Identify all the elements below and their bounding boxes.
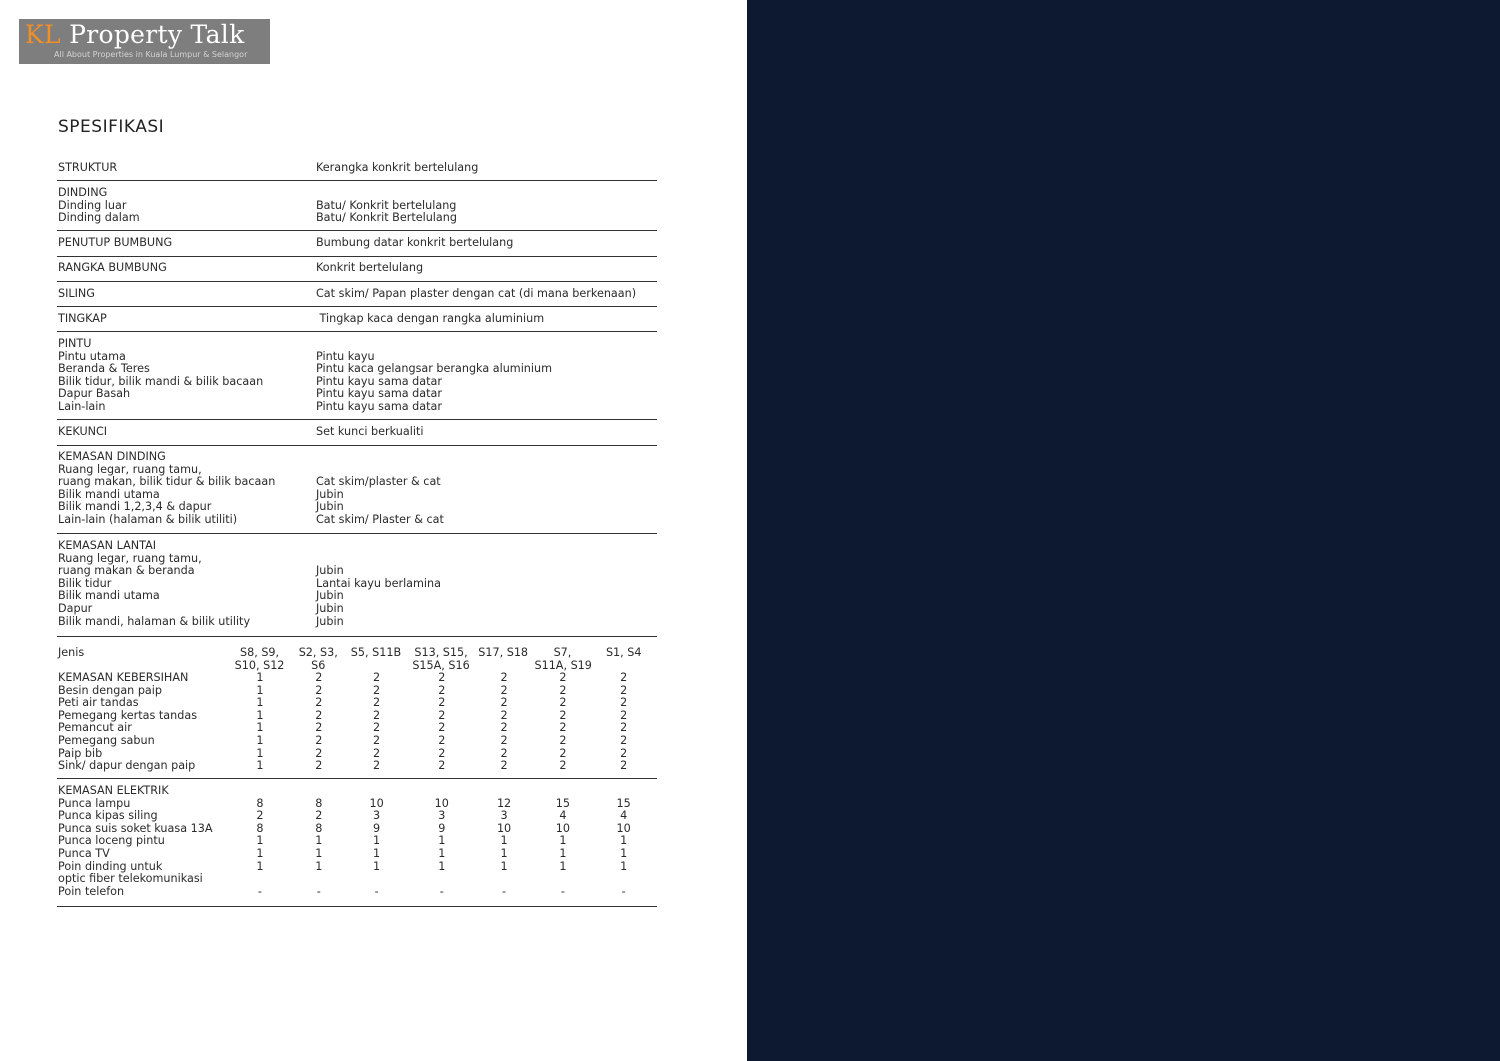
spec-label: Dapur <box>58 601 93 615</box>
table-row <box>57 835 657 848</box>
table-cell: 1 <box>315 834 323 848</box>
table-cell: 1 <box>438 846 446 860</box>
table-cell: 2 <box>620 746 628 760</box>
spec-value: Pintu kayu sama datar <box>316 399 442 413</box>
table-cell: 2 <box>620 733 628 747</box>
divider <box>57 256 657 257</box>
table-cell: 1 <box>315 859 323 873</box>
spec-label: Lain-lain (halaman & bilik utiliti) <box>58 512 238 526</box>
table-cell: 15 <box>616 796 631 810</box>
spec-value: Bumbung datar konkrit bertelulang <box>316 236 514 249</box>
kl-property-talk-logo <box>19 19 270 64</box>
table-row <box>57 760 657 773</box>
divider <box>57 445 657 446</box>
header-line: S11A, S19 <box>534 658 592 672</box>
table-cell: 12 <box>496 796 512 810</box>
divider <box>57 230 657 231</box>
table-cell: 8 <box>315 796 323 810</box>
table-cell: 2 <box>559 696 567 710</box>
table-cell: 8 <box>256 821 264 835</box>
header-col-5 <box>472 647 535 672</box>
spec-row <box>57 338 657 351</box>
row-label: Peti air tandas <box>58 696 139 710</box>
spec-value: Cat skim/ Plaster & cat <box>316 512 444 526</box>
table-cell: 1 <box>256 696 264 710</box>
header-col-6 <box>534 647 590 672</box>
table-cell: 1 <box>373 859 381 873</box>
spec-row <box>57 288 657 301</box>
table-cell: - <box>374 884 379 898</box>
table-cell <box>225 873 296 886</box>
header-line: S6 <box>311 658 326 672</box>
table-cell: 1 <box>256 708 264 722</box>
table-cell: 1 <box>559 834 567 848</box>
row-label: Punca loceng pintu <box>58 834 165 848</box>
table-cell: 2 <box>620 683 628 697</box>
spec-value: Jubin <box>316 589 344 603</box>
row-label: Pemegang kertas tandas <box>58 708 198 722</box>
header-col-3 <box>342 647 410 672</box>
table-cell <box>535 785 590 798</box>
spec-section-kemasan-dinding <box>57 451 657 527</box>
spec-label: PENUTUP BUMBUNG <box>58 236 173 249</box>
table-cell: 4 <box>559 809 567 823</box>
table-cell: 2 <box>315 671 323 684</box>
divider <box>57 306 657 307</box>
table-cell: 2 <box>315 721 323 735</box>
table-cell: 1 <box>500 834 508 848</box>
divider <box>57 778 657 779</box>
table-cell: 1 <box>500 859 508 873</box>
table-cell: 2 <box>373 708 381 722</box>
header-line: S5, S11B <box>350 646 402 659</box>
table-cell: - <box>316 884 321 898</box>
header-line: S2, S3, <box>298 646 338 659</box>
divider <box>57 180 657 181</box>
divider <box>57 331 657 332</box>
table-cell: 2 <box>315 759 323 773</box>
spec-section-dinding <box>57 187 657 225</box>
spec-label: Beranda & Teres <box>58 362 150 376</box>
spec-row <box>57 540 657 553</box>
spec-section-kekunci <box>57 426 657 439</box>
table-cell: 2 <box>315 696 323 710</box>
row-label: Punca suis soket kuasa 13A <box>58 821 213 835</box>
table-cell: 2 <box>438 733 446 747</box>
spec-row <box>57 426 657 439</box>
table-cell: - <box>257 884 262 898</box>
table-cell <box>295 785 342 798</box>
spec-value: Jubin <box>316 487 344 501</box>
table-cell: 1 <box>256 721 264 735</box>
table-cell: 2 <box>373 759 381 773</box>
spec-section-siling <box>57 288 657 301</box>
table-cell: 10 <box>434 796 449 810</box>
spec-label: Bilik tidur, bilik mandi & bilik bacaan <box>58 374 264 388</box>
divider <box>57 636 657 637</box>
table-cell <box>342 785 411 798</box>
spec-section-struktur <box>57 162 657 175</box>
table-cell <box>411 785 473 798</box>
spec-value: Cat skim/plaster & cat <box>316 475 441 489</box>
header-line: S7, <box>553 646 572 659</box>
table-cell: 1 <box>256 746 264 760</box>
spec-row <box>57 514 657 527</box>
header-col-4 <box>410 647 472 672</box>
header-line: S15A, S16 <box>412 658 470 672</box>
table-cell: 1 <box>620 859 628 873</box>
table-cell: 2 <box>620 671 628 684</box>
table-cell: 2 <box>559 759 567 773</box>
spec-value: Pintu kayu <box>316 349 375 363</box>
table-cell: 1 <box>500 846 508 860</box>
spec-value: Batu/ Konkrit bertelulang <box>316 198 457 212</box>
table-cell: 2 <box>500 708 508 722</box>
table-cell <box>473 785 536 798</box>
spec-label: Bilik mandi 1,2,3,4 & dapur <box>58 500 212 514</box>
spec-value: Pintu kayu sama datar <box>316 374 442 388</box>
table-cell: 2 <box>315 708 323 722</box>
table-row <box>57 710 657 723</box>
table-cell: 1 <box>256 859 264 873</box>
table-cell: 2 <box>373 671 381 684</box>
table-cell: 1 <box>373 834 381 848</box>
table-row <box>57 697 657 710</box>
spec-section-rangka-bumbung <box>57 262 657 275</box>
table-cell: 2 <box>620 696 628 710</box>
table-cell: 10 <box>555 821 571 835</box>
table-cell: - <box>560 884 565 898</box>
header-line: S13, S15, <box>414 646 468 659</box>
spec-value: Pintu kaca gelangsar berangka aluminium <box>316 362 552 376</box>
table-cell: 2 <box>438 721 446 735</box>
divider <box>57 281 657 282</box>
spec-label: Bilik mandi utama <box>58 589 160 603</box>
table-cell <box>535 873 590 886</box>
table-row <box>57 810 657 823</box>
spec-label: Lain-lain <box>58 399 106 413</box>
table-cell: 2 <box>500 746 508 760</box>
table-cell: 2 <box>438 696 446 710</box>
table-row <box>57 873 657 886</box>
spec-value: Batu/ Konkrit Bertelulang <box>316 211 457 225</box>
table-cell: - <box>621 884 626 898</box>
table-cell: 1 <box>256 834 264 848</box>
table-cell <box>342 873 411 886</box>
table-cell: 2 <box>620 759 628 773</box>
spec-label: TINGKAP <box>58 312 107 325</box>
header-line: S8, S9, <box>239 646 280 659</box>
table-cell: 1 <box>438 834 446 848</box>
spec-row <box>57 162 657 175</box>
table-cell: 2 <box>500 733 508 747</box>
spec-label: PINTU <box>58 337 92 350</box>
table-cell: 1 <box>438 859 446 873</box>
spec-row <box>57 476 657 489</box>
table-cell <box>225 785 296 798</box>
row-label: Besin dengan paip <box>58 683 162 697</box>
spec-label: Dinding luar <box>58 198 127 212</box>
spec-row <box>57 313 657 326</box>
spec-label: ruang makan & beranda <box>58 564 195 578</box>
sanitary-table <box>57 672 657 773</box>
table-cell: 2 <box>315 733 323 747</box>
table-cell: 3 <box>438 809 446 823</box>
row-label: KEMASAN KEBERSIHAN <box>58 671 189 684</box>
table-cell: 2 <box>620 721 628 735</box>
table-cell: 2 <box>373 746 381 760</box>
spec-row <box>57 187 657 200</box>
row-label: Poin telefon <box>58 884 125 898</box>
table-cell: 3 <box>500 809 508 823</box>
spec-label: KEKUNCI <box>58 425 108 438</box>
header-jenis: Jenis <box>58 646 85 659</box>
spec-section-penutup-bumbung <box>57 237 657 250</box>
spec-label: ruang makan, bilik tidur & bilik bacaan <box>58 475 276 489</box>
spec-label: DINDING <box>58 186 108 199</box>
spec-value: Jubin <box>316 614 344 628</box>
table-cell: 2 <box>373 696 381 710</box>
table-cell: 10 <box>369 796 384 810</box>
table-cell: 2 <box>438 671 446 684</box>
table-cell: 1 <box>315 846 323 860</box>
logo-tagline: All About Properties in Kuala Lumpur & Selangor <box>54 50 248 59</box>
spec-label: SILING <box>58 287 95 300</box>
row-label: Punca TV <box>58 846 110 860</box>
header-line: S17, S18 <box>478 646 529 659</box>
table-cell: 2 <box>500 696 508 710</box>
spec-row <box>57 565 657 578</box>
spec-label: Dinding dalam <box>58 211 140 225</box>
spec-row <box>57 401 657 414</box>
spec-row <box>57 212 657 225</box>
table-cell: 1 <box>620 834 628 848</box>
table-cell: 2 <box>315 746 323 760</box>
table-cell: 2 <box>438 708 446 722</box>
table-cell: 2 <box>315 683 323 697</box>
spec-label: Ruang legar, ruang tamu, <box>58 551 202 565</box>
table-cell: 8 <box>256 796 264 810</box>
table-cell: 2 <box>559 746 567 760</box>
table-cell: 4 <box>620 809 628 823</box>
table-cell: 9 <box>373 821 381 835</box>
table-row <box>57 685 657 698</box>
spec-label: RANGKA BUMBUNG <box>58 261 167 274</box>
table-cell: 2 <box>559 708 567 722</box>
spec-row <box>57 262 657 275</box>
table-cell: 1 <box>373 846 381 860</box>
table-cell: 2 <box>500 721 508 735</box>
table-cell: 2 <box>500 683 508 697</box>
table-cell <box>590 785 657 798</box>
table-cell <box>473 873 536 886</box>
spec-row <box>57 451 657 464</box>
table-cell: 1 <box>256 733 264 747</box>
table-cell <box>590 873 657 886</box>
row-label: Sink/ dapur dengan paip <box>58 759 196 773</box>
spec-row <box>57 590 657 603</box>
spec-row <box>57 363 657 376</box>
spec-row <box>57 616 657 629</box>
table-row <box>57 886 657 899</box>
table-cell: 2 <box>438 683 446 697</box>
table-cell: 2 <box>500 671 508 684</box>
divider <box>57 419 657 420</box>
table-cell: - <box>502 884 507 898</box>
page-title: SPESIFIKASI <box>58 117 165 137</box>
spec-section-tingkap <box>57 313 657 326</box>
row-label: Punca kipas siling <box>58 809 158 823</box>
table-cell: 2 <box>438 746 446 760</box>
spec-label: Dapur Basah <box>58 387 131 401</box>
table-cell: 2 <box>559 671 567 684</box>
spec-label: Pintu utama <box>58 349 126 363</box>
spec-label: KEMASAN LANTAI <box>58 539 157 552</box>
types-table-header <box>57 647 657 672</box>
spec-label: Bilik mandi, halaman & bilik utility <box>58 614 251 628</box>
table-cell: 1 <box>256 759 264 773</box>
table-cell: 1 <box>559 846 567 860</box>
spec-value: Konkrit bertelulang <box>316 261 424 274</box>
table-cell: 9 <box>438 821 446 835</box>
spec-section-pintu <box>57 338 657 414</box>
table-row <box>57 785 657 798</box>
divider <box>57 533 657 534</box>
table-cell: 1 <box>256 671 264 684</box>
spec-section-kemasan-lantai <box>57 540 657 628</box>
table-row <box>57 672 657 685</box>
spec-value: Kerangka konkrit bertelulang <box>316 161 479 174</box>
header-line: S1, S4 <box>605 646 642 659</box>
table-cell: 2 <box>500 759 508 773</box>
spec-value: Cat skim/ Papan plaster dengan cat (di mana berkenaan) <box>316 287 637 300</box>
divider <box>57 906 657 907</box>
header-col-2 <box>295 647 342 672</box>
table-row <box>57 848 657 861</box>
spec-value: Jubin <box>316 564 344 578</box>
spec-value: Set kunci berkualiti <box>316 425 424 438</box>
header-col-1 <box>224 647 294 672</box>
row-label: KEMASAN ELEKTRIK <box>58 784 169 797</box>
header-line: S10, S12 <box>234 658 285 672</box>
spec-row <box>57 237 657 250</box>
table-cell: 1 <box>256 683 264 697</box>
spec-value: Jubin <box>316 601 344 615</box>
table-cell: 2 <box>559 733 567 747</box>
spec-label: Bilik mandi utama <box>58 487 160 501</box>
spec-value: Tingkap kaca dengan rangka aluminium <box>316 312 545 325</box>
table-cell: 2 <box>620 708 628 722</box>
table-cell: 1 <box>256 846 264 860</box>
table-cell: 2 <box>373 733 381 747</box>
table-cell: 2 <box>373 721 381 735</box>
spec-label: STRUKTUR <box>58 161 118 174</box>
row-label: Pemegang sabun <box>58 733 155 747</box>
spec-label: Bilik tidur <box>58 576 112 590</box>
table-cell: 2 <box>256 809 264 823</box>
spec-value: Jubin <box>316 500 344 514</box>
table-cell <box>295 873 342 886</box>
header-col-7 <box>590 647 657 672</box>
dark-navy-panel <box>747 0 1500 1061</box>
table-cell: - <box>439 884 444 898</box>
logo-kl: KL <box>25 20 61 49</box>
table-cell <box>411 873 473 886</box>
table-cell: 15 <box>555 796 571 810</box>
table-cell: 2 <box>559 721 567 735</box>
table-cell: 8 <box>315 821 323 835</box>
table-cell: 1 <box>559 859 567 873</box>
electrical-table <box>57 785 657 898</box>
table-cell: 2 <box>438 759 446 773</box>
spec-label: Ruang legar, ruang tamu, <box>58 462 202 476</box>
table-cell: 2 <box>559 683 567 697</box>
logo-title: Property Talk <box>69 20 245 49</box>
spec-value: Lantai kayu berlamina <box>316 576 441 590</box>
row-label: Poin dinding untuk <box>58 859 163 873</box>
table-cell: 3 <box>373 809 381 823</box>
row-label: Pemancut air <box>58 721 132 735</box>
table-cell: 2 <box>373 683 381 697</box>
row-label: Punca lampu <box>58 796 131 810</box>
table-cell: 1 <box>620 846 628 860</box>
table-cell: 2 <box>315 809 323 823</box>
spec-row <box>57 603 657 616</box>
spec-value: Pintu kayu sama datar <box>316 387 442 401</box>
table-cell: 10 <box>616 821 631 835</box>
row-label: Paip bib <box>58 746 103 760</box>
table-row <box>57 735 657 748</box>
header-row <box>57 647 657 672</box>
spec-label: KEMASAN DINDING <box>58 450 166 463</box>
row-label: optic fiber telekomunikasi <box>58 872 203 886</box>
table-cell: 10 <box>496 821 512 835</box>
